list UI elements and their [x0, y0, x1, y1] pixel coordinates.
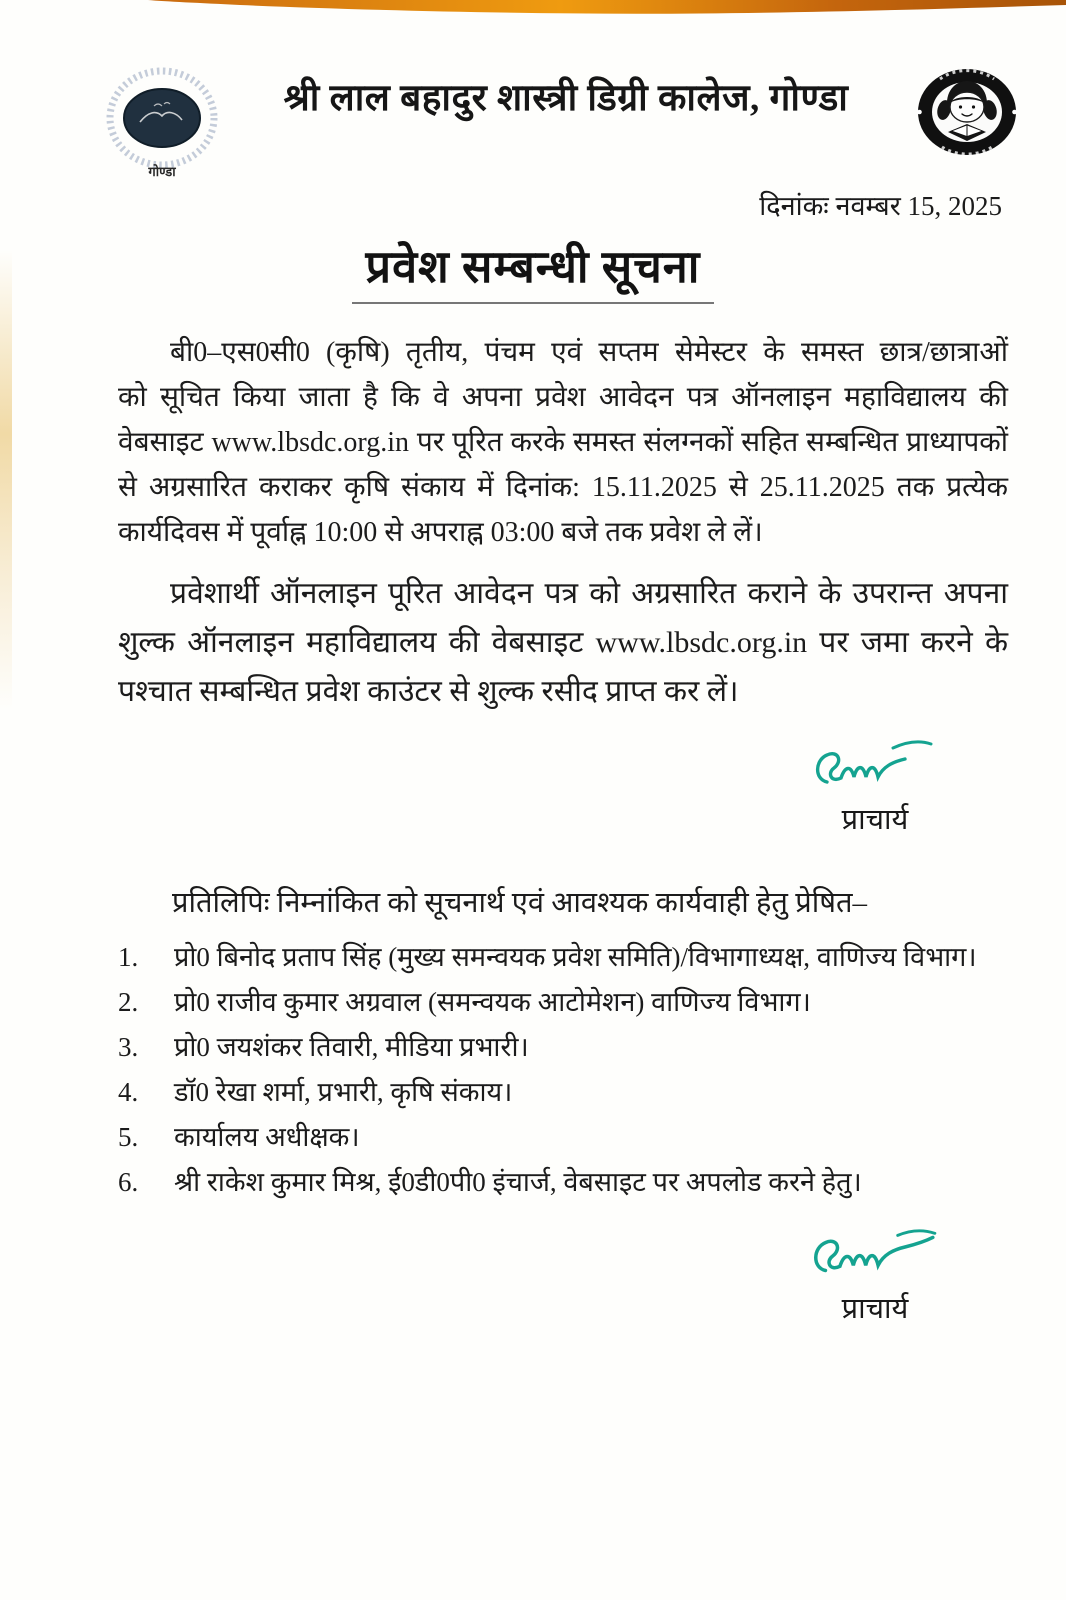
letterhead: [104, 56, 1022, 184]
list-item-text: प्रो0 जयशंकर तिवारी, मीडिया प्रभारी।: [174, 1032, 529, 1062]
paragraph-2: [118, 569, 1008, 716]
body-line: शुल्क ऑनलाइन महाविद्यालय की वेबसाइट www.lbsdc.org.in पर जमा करने के: [118, 626, 1008, 659]
signature-block-top: [780, 736, 970, 838]
list-item: [118, 935, 1026, 980]
list-item-text: प्रो0 बिनोद प्रताप सिंह (मुख्य समन्वयक प्रवेश समिति)/विभागाध्यक्ष, वाणिज्य विभाग।: [174, 942, 977, 972]
list-item-text: प्रो0 राजीव कुमार अग्रवाल (समन्वयक आटोमेशन) वाणिज्य विभाग।: [174, 987, 811, 1017]
list-item: [118, 980, 1026, 1025]
list-item-text: डॉ0 रेखा शर्मा, प्रभारी, कृषि संकाय।: [174, 1077, 513, 1107]
list-item-number: 3.: [118, 1032, 139, 1062]
college-emblem-icon: [104, 60, 220, 184]
signature-block-bottom: [780, 1223, 970, 1327]
list-item-text: कार्यालय अधीक्षक।: [174, 1122, 360, 1152]
principal-label: प्राचार्य: [841, 804, 909, 836]
college-name: श्री लाल बहादुर शास्त्री डिग्री कालेज, गोण्डा: [283, 78, 849, 119]
body-line: को सूचित किया जाता है कि वे अपना प्रवेश आवेदन पत्र ऑनलाइन महाविद्यालय की: [118, 382, 1008, 413]
list-item: [118, 1115, 1026, 1160]
list-item: [118, 1160, 1026, 1205]
date-line: दिनांकः नवम्बर 15, 2025: [759, 191, 1002, 221]
principal-signature-icon: [805, 1223, 945, 1287]
page-edge-tint: [0, 250, 12, 710]
list-item: [118, 1025, 1026, 1070]
paragraph-1: [118, 330, 1008, 555]
body-line: बी0–एस0सी0 (कृषि) तृतीय, पंचम एवं सप्तम सेमेस्टर के समस्त छात्र/छात्राओं: [170, 337, 1008, 368]
list-item-number: 6.: [118, 1167, 139, 1197]
body-line: पश्चात सम्बन्धित प्रवेश काउंटर से शुल्क रसीद प्राप्त कर लें।: [118, 675, 739, 708]
copy-list-intro: प्रतिलिपिः निम्नांकित को सूचनार्थ एवं आवश्यक कार्यवाही हेतु प्रेषित–: [172, 887, 868, 919]
principal-label: प्राचार्य: [841, 1293, 909, 1325]
list-item-number: 2.: [118, 987, 139, 1017]
body-line: वेबसाइट www.lbsdc.org.in पर पूरित करके समस्त संलग्नकों सहित सम्बन्धित प्राध्यापकों: [118, 427, 1008, 458]
list-item-text: श्री राकेश कुमार मिश्र, ई0डी0पी0 इंचार्ज, वेबसाइट पर अपलोड करने हेतु।: [174, 1167, 862, 1197]
scan-top-edge-strip: [0, 0, 1066, 20]
list-item: [118, 1070, 1026, 1115]
emblem-caption: गोण्डा: [148, 164, 176, 179]
list-item-number: 5.: [118, 1122, 139, 1152]
list-item-number: 1.: [118, 942, 139, 972]
notice-body: [0, 330, 1066, 716]
notice-title: प्रवेश सम्बन्धी सूचना: [352, 235, 715, 304]
copy-list: [0, 935, 1066, 1205]
principal-signature-icon: [809, 736, 941, 798]
list-item-number: 4.: [118, 1077, 139, 1107]
body-line: प्रवेशार्थी ऑनलाइन पूरित आवेदन पत्र को अग्रसारित कराने के उपरान्त अपना: [170, 577, 1008, 610]
body-line: कार्यदिवस में पूर्वाह्न 10:00 से अपराह्न 03:00 बजे तक प्रवेश ले लें।: [118, 517, 763, 548]
girl-reading-book-logo-icon: [912, 62, 1022, 166]
body-line: से अग्रसारित कराकर कृषि संकाय में दिनांक: 15.11.2025 से 25.11.2025 तक प्रत्येक: [118, 472, 1008, 503]
